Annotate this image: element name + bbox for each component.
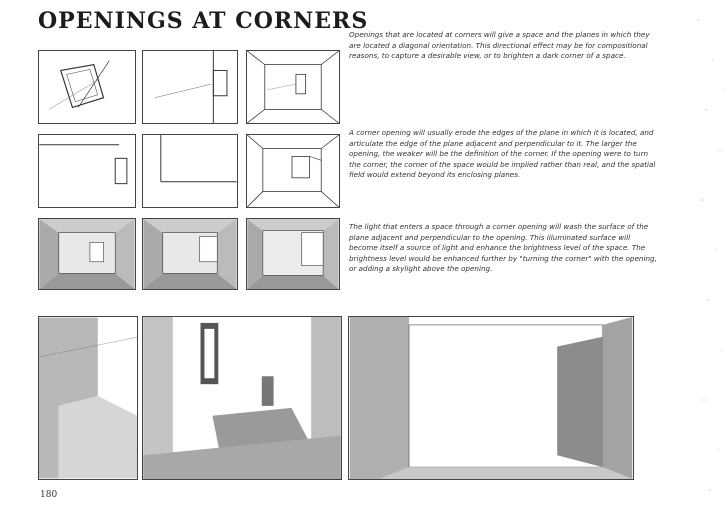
paragraph-diagonal-orientation: Openings that are located at corners will give a space and the planes in which they are located a diagonal orientation. This directional effect may be for compositional reasons, to capture a desirable view, or to brighten a dark corner of a space. bbox=[349, 30, 650, 61]
shaded-perspective-b bbox=[142, 218, 238, 290]
perspective-diagram-corner-opening bbox=[246, 134, 340, 208]
sketch-corner-light-large bbox=[348, 316, 634, 480]
page-number: 180 bbox=[40, 490, 58, 500]
shaded-perspective-a bbox=[38, 218, 136, 290]
plan-diagram-corner-view bbox=[142, 50, 238, 124]
sketch-interior-bedroom bbox=[142, 316, 342, 480]
plan-diagram-large-corner-opening bbox=[142, 134, 238, 208]
paragraph-corner-light: The light that enters a space through a corner opening will wash the surface of the plane adjacent and perpendicular to the opening. This illuminated surface will become itself a source of light and enhance the brightness level of the space. The brightness level would be enhanced further by "turning the corner" with the opening, or adding a skylight above the opening. bbox=[349, 222, 657, 274]
page-title: OPENINGS AT CORNERS bbox=[38, 8, 369, 34]
perspective-diagram-small-opening bbox=[246, 50, 340, 124]
paragraph-corner-definition: A corner opening will usually erode the edges of the plane in which it is located, and articulate the edge of the plane adjacent and perpendicular to it. The larger the opening, the weaker will be the definition of the corner. If the opening were to turn the corner, the corner of the space would be implied rather than real, and the spatial field would extend beyond its enclosing planes. bbox=[349, 128, 656, 180]
shaded-perspective-c bbox=[246, 218, 340, 290]
scan-edge-speckle bbox=[658, 0, 728, 512]
plan-diagram-l-corner bbox=[38, 134, 136, 208]
plan-diagram-rotated-square bbox=[38, 50, 136, 124]
sketch-corner-light-left bbox=[38, 316, 138, 480]
